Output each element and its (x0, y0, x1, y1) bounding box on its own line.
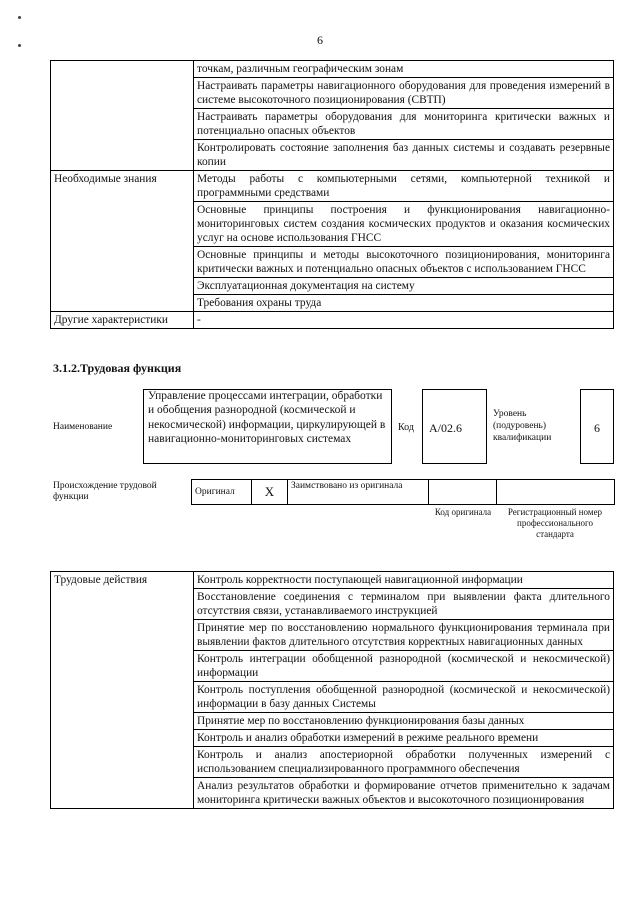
action-cell: Анализ результатов обработки и формирование отчетов применительно к задачам мониторинга критически важных объектов и высокоточного позиционирования (194, 778, 614, 809)
skill-cell: точкам, различным географическим зонам (194, 61, 614, 78)
level-label: Уровень (подуровень) квалификации (493, 409, 552, 443)
reg-number-cell (497, 480, 615, 505)
knowledge-cell: Методы работы с компьютерными сетями, компьютерной техникой и программными средствами (194, 171, 614, 202)
skill-cell: Настраивать параметры оборудования для мониторинга критически важных и потенциально опасных объектов (194, 109, 614, 140)
skills-knowledge-table (50, 60, 614, 329)
action-cell: Восстановление соединения с терминалом при выявлении факта длительного отсутствия связи, устанавливаемого инструкцией (194, 589, 614, 620)
knowledge-label: Необходимые знания (51, 171, 194, 312)
origin-table (191, 479, 615, 505)
action-cell: Контроль корректности поступающей навигационной информации (194, 572, 614, 589)
skill-cell: Настраивать параметры навигационного оборудования для проведения измерений в системе высокоточного позиционирования (СВТП) (194, 78, 614, 109)
reg-number-caption: Регистрационный номер профессионального стандарта (507, 507, 603, 539)
knowledge-cell: Эксплуатационная документация на систему (194, 278, 614, 295)
code-label: Код (398, 422, 414, 433)
code-value: А/02.6 (429, 421, 462, 435)
borrowed-label: Заимствовано из оригинала (288, 480, 429, 505)
page-number: 6 (317, 33, 323, 47)
section-title: 3.1.2.Трудовая функция (53, 361, 182, 375)
origin-code-cell (429, 480, 497, 505)
knowledge-cell: Основные принципы построения и функционирования навигационно-мониторинговых систем создания космических продуктов и оказания космических услуг на основе использования ГНСС (194, 202, 614, 247)
knowledge-cell: Требования охраны труда (194, 295, 614, 312)
action-cell: Контроль и анализ обработки измерений в режиме реального времени (194, 730, 614, 747)
table-row (51, 171, 614, 202)
action-cell: Контроль интеграции обобщенной разнородной (космической и некосмической) информации (194, 651, 614, 682)
table-row (192, 480, 615, 505)
row-label-empty (51, 61, 194, 171)
action-cell: Контроль и анализ апостериорной обработки полученных измерений с использованием специализированного программного обеспечения (194, 747, 614, 778)
knowledge-cell: Основные принципы и методы высокоточного позиционирования, мониторинга критически важных и потенциально опасных объектов с использованием ГНСС (194, 247, 614, 278)
name-label: Наименование (53, 422, 113, 432)
table-row (51, 61, 614, 78)
table-row (51, 312, 614, 329)
action-cell: Принятие мер по восстановлению нормального функционирования терминала при выявлении фактов длительного отсутствия корректных навигационных данных (194, 620, 614, 651)
table-row (51, 572, 614, 589)
name-value: Управление процессами интеграции, обработки и обобщения разнородной (космической и некосмической) информации, циркулирующей в навигационно-мониторинговых системах (148, 390, 386, 446)
other-value: - (194, 312, 614, 329)
skill-cell: Контролировать состояние заполнения баз данных системы и создавать резервные копии (194, 140, 614, 171)
original-mark: X (252, 480, 288, 505)
scan-mark (18, 16, 21, 19)
labor-actions-table (50, 571, 614, 809)
origin-code-caption: Код оригинала (434, 507, 492, 517)
other-label: Другие характеристики (51, 312, 194, 329)
action-cell: Контроль поступления обобщенной разнородной (космической и некосмической) информации в базу данных Системы (194, 682, 614, 713)
level-value: 6 (594, 421, 600, 435)
actions-label: Трудовые действия (51, 572, 194, 809)
original-label: Оригинал (192, 480, 252, 505)
origin-label: Происхождение трудовой функции (53, 481, 157, 502)
action-cell: Принятие мер по восстановлению функционирования базы данных (194, 713, 614, 730)
